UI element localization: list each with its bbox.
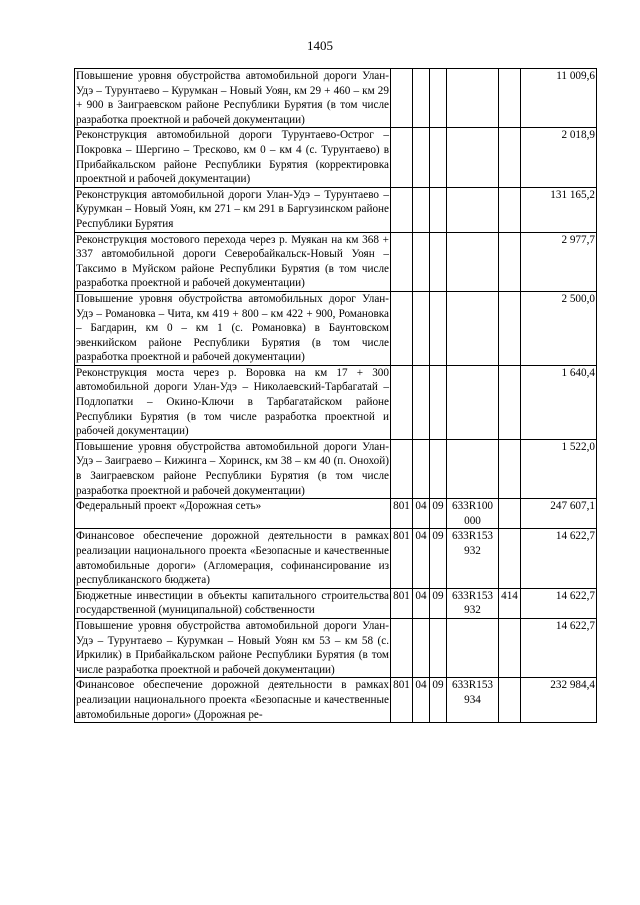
row-amount: 232 984,4 xyxy=(521,678,597,723)
row-subsection-code: 09 xyxy=(430,678,447,723)
row-subsection-code xyxy=(430,618,447,677)
row-admin-code: 801 xyxy=(391,588,413,618)
row-target-code xyxy=(447,618,499,677)
row-expense-type xyxy=(499,69,521,128)
row-admin-code xyxy=(391,439,413,498)
row-amount: 247 607,1 xyxy=(521,499,597,529)
row-subsection-code xyxy=(430,232,447,291)
row-section-code xyxy=(413,128,430,187)
row-target-code xyxy=(447,232,499,291)
row-name: Реконструкция автомобильной дороги Турунтаево-Острог – Покровка – Шергино – Тресково, км 0 – км 4 (с. Турунтаево) в Прибайкальском районе Республики Бурятия (корректировка проектной и рабочей документации) xyxy=(75,128,391,187)
row-subsection-code xyxy=(430,439,447,498)
table-row xyxy=(75,291,597,365)
row-expense-type xyxy=(499,499,521,529)
row-subsection-code: 09 xyxy=(430,529,447,588)
row-expense-type xyxy=(499,439,521,498)
row-subsection-code: 09 xyxy=(430,588,447,618)
table-row xyxy=(75,678,597,723)
row-section-code xyxy=(413,291,430,365)
row-target-code xyxy=(447,439,499,498)
row-amount: 1 522,0 xyxy=(521,439,597,498)
row-amount: 2 977,7 xyxy=(521,232,597,291)
page-number: 1405 xyxy=(307,38,333,53)
row-admin-code xyxy=(391,618,413,677)
row-target-code: 633R153 932 xyxy=(447,588,499,618)
row-target-code xyxy=(447,291,499,365)
row-target-code xyxy=(447,69,499,128)
budget-table xyxy=(74,68,597,723)
row-name: Повышение уровня обустройства автомобильной дороги Улан-Удэ – Заиграево – Кижинга – Хоринск, км 38 – км 40 (п. Онохой) в Заиграевском районе Республики Бурятия (в том числе разработка проектной и рабочей документации) xyxy=(75,439,391,498)
row-name: Финансовое обеспечение дорожной деятельности в рамках реализации национального проекта «Безопасные и качественные автомобильные дороги» (Агломерация, софинансирование из республиканского бюджета) xyxy=(75,529,391,588)
row-expense-type xyxy=(499,291,521,365)
table-row xyxy=(75,618,597,677)
row-target-code: 633R153 934 xyxy=(447,678,499,723)
table-row xyxy=(75,232,597,291)
table-row xyxy=(75,499,597,529)
row-amount: 131 165,2 xyxy=(521,187,597,232)
row-section-code: 04 xyxy=(413,499,430,529)
row-section-code: 04 xyxy=(413,588,430,618)
row-name: Финансовое обеспечение дорожной деятельности в рамках реализации национального проекта «Безопасные и качественные автомобильные дороги» (Дорожная ре- xyxy=(75,678,391,723)
row-expense-type xyxy=(499,365,521,439)
row-name: Бюджетные инвестиции в объекты капитального строительства государственной (муниципальной) собственности xyxy=(75,588,391,618)
table-row xyxy=(75,69,597,128)
row-name: Повышение уровня обустройства автомобильной дороги Улан-Удэ – Турунтаево – Курумкан – Новый Уоян, км 29 + 460 – км 29 + 900 в Заиграевском районе Республики Бурятия (в том числе разработка проектной и рабочей документации) xyxy=(75,69,391,128)
row-amount: 1 640,4 xyxy=(521,365,597,439)
row-section-code xyxy=(413,439,430,498)
row-admin-code xyxy=(391,291,413,365)
table-row xyxy=(75,365,597,439)
row-section-code xyxy=(413,618,430,677)
row-admin-code xyxy=(391,128,413,187)
row-section-code: 04 xyxy=(413,529,430,588)
row-subsection-code: 09 xyxy=(430,499,447,529)
row-admin-code: 801 xyxy=(391,678,413,723)
table-row xyxy=(75,588,597,618)
row-name: Реконструкция моста через р. Воровка на км 17 + 300 автомобильной дороги Улан-Удэ – Николаевский-Тарбагатай – Подлопатки – Окино-Ключи в Тарбагатайском районе Республики Бурятия (в том числе разработка проектной и рабочей документации) xyxy=(75,365,391,439)
table-row xyxy=(75,439,597,498)
row-subsection-code xyxy=(430,365,447,439)
row-expense-type xyxy=(499,618,521,677)
row-target-code: 633R100 000 xyxy=(447,499,499,529)
row-section-code xyxy=(413,232,430,291)
row-section-code xyxy=(413,69,430,128)
row-subsection-code xyxy=(430,187,447,232)
table-row xyxy=(75,529,597,588)
row-amount: 14 622,7 xyxy=(521,529,597,588)
table-row xyxy=(75,187,597,232)
table-row xyxy=(75,128,597,187)
row-expense-type xyxy=(499,128,521,187)
budget-table-body xyxy=(75,69,597,723)
row-section-code: 04 xyxy=(413,678,430,723)
row-admin-code: 801 xyxy=(391,529,413,588)
row-amount: 14 622,7 xyxy=(521,618,597,677)
row-subsection-code xyxy=(430,69,447,128)
row-target-code: 633R153 932 xyxy=(447,529,499,588)
row-expense-type xyxy=(499,529,521,588)
row-target-code xyxy=(447,365,499,439)
row-subsection-code xyxy=(430,291,447,365)
row-name: Федеральный проект «Дорожная сеть» xyxy=(75,499,391,529)
row-amount: 2 500,0 xyxy=(521,291,597,365)
row-admin-code xyxy=(391,365,413,439)
row-name: Реконструкция мостового перехода через р. Муякан на км 368 + 337 автомобильной дороги Северобайкальск-Новый Уоян – Таксимо в Муйском районе Республики Бурятия (в том числе разработка проектной и рабочей документации) xyxy=(75,232,391,291)
row-section-code xyxy=(413,187,430,232)
row-expense-type: 414 xyxy=(499,588,521,618)
row-amount: 14 622,7 xyxy=(521,588,597,618)
row-amount: 11 009,6 xyxy=(521,69,597,128)
row-admin-code xyxy=(391,187,413,232)
row-admin-code xyxy=(391,232,413,291)
row-expense-type xyxy=(499,678,521,723)
row-target-code xyxy=(447,187,499,232)
row-amount: 2 018,9 xyxy=(521,128,597,187)
row-expense-type xyxy=(499,232,521,291)
row-name: Повышение уровня обустройства автомобильной дороги Улан-Удэ – Турунтаево – Курумкан – Новый Уоян км 53 – км 58 (с. Иркилик) в Прибайкальском районе Республики Бурятия (в том числе разработка проектной и рабочей документации) xyxy=(75,618,391,677)
row-name: Реконструкция автомобильной дороги Улан-Удэ – Турунтаево – Курумкан – Новый Уоян, км 271 – км 291 в Баргузинском районе Республики Бурятия xyxy=(75,187,391,232)
row-admin-code: 801 xyxy=(391,499,413,529)
row-admin-code xyxy=(391,69,413,128)
row-section-code xyxy=(413,365,430,439)
row-subsection-code xyxy=(430,128,447,187)
row-name: Повышение уровня обустройства автомобильных дорог Улан-Удэ – Романовка – Чита, км 419 + 800 – км 422 + 900, Романовка – Багдарин, км 0 – км 1 (с. Романовка) в Баунтовском эвенкийском районе Республики Бурятия (в том числе разработка проектной и рабочей документации) xyxy=(75,291,391,365)
row-expense-type xyxy=(499,187,521,232)
row-target-code xyxy=(447,128,499,187)
